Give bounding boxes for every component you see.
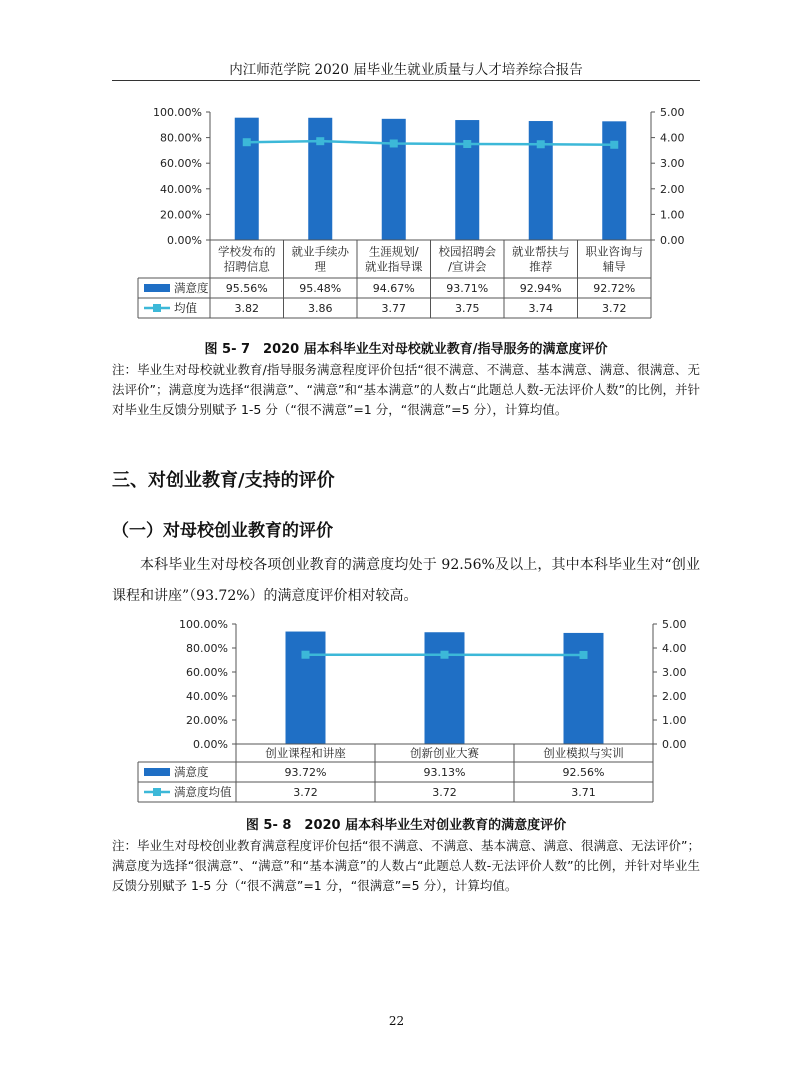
data-label-mean: 3.77 xyxy=(381,302,406,315)
line-point-marker xyxy=(316,137,324,145)
right-tick-label: 3.00 xyxy=(660,157,685,171)
right-tick-label: 4.00 xyxy=(660,131,685,145)
chart-employment-guidance xyxy=(112,100,700,322)
category-label: /宣讲会 xyxy=(448,259,487,274)
chart2-note: 注：毕业生对母校创业教育满意程度评价包括“很不满意、不满意、基本满意、满意、很满意、无法评价”；满意度为选择“很满意”、“满意”和“基本满意”的人数占“此题总人数-无法评价人数”的比例，并针对毕业生反馈分别赋予 1-5 分（“很不满意”=1 分，“很满意”=5 分），计算均值。 xyxy=(112,838,700,893)
line-point-marker xyxy=(302,651,310,659)
bar-satisfaction xyxy=(425,632,465,744)
bar-satisfaction xyxy=(602,121,626,240)
category-label: 创业课程和讲座 xyxy=(265,746,346,760)
subsection-heading: （一）对母校创业教育的评价 xyxy=(112,521,333,541)
data-label-satisfaction: 92.56% xyxy=(562,766,605,779)
category-label: 就业手续办 xyxy=(291,244,349,259)
left-tick-label: 20.00% xyxy=(186,714,228,727)
bar-satisfaction xyxy=(529,121,553,240)
category-label: 生涯规划/ xyxy=(368,244,419,259)
right-tick-label: 2.00 xyxy=(660,182,685,196)
section-heading: 三、对创业教育/支持的评价 xyxy=(112,470,335,491)
legend-line-marker xyxy=(153,788,161,796)
data-label-mean: 3.71 xyxy=(571,786,596,799)
header-rule xyxy=(112,80,700,81)
legend-bar-label: 满意度 xyxy=(174,765,209,779)
data-label-mean: 3.72 xyxy=(293,786,318,799)
line-mean-score xyxy=(247,141,615,145)
right-tick-label: 5.00 xyxy=(660,106,685,119)
bar-satisfaction xyxy=(235,118,259,240)
legend-bar-swatch xyxy=(144,284,170,292)
data-label-mean: 3.72 xyxy=(602,302,627,315)
chart-employment-guidance-svg xyxy=(112,100,700,322)
data-label-satisfaction: 93.72% xyxy=(284,766,327,779)
line-point-marker xyxy=(580,651,588,659)
legend-bar-swatch xyxy=(144,768,170,776)
data-label-satisfaction: 92.72% xyxy=(593,282,636,295)
body-paragraph: 本科毕业生对母校各项创业教育的满意度均处于 92.56%及以上，其中本科毕业生对“创业课程和讲座”（93.72%）的满意度评价相对较高。 xyxy=(112,557,700,604)
category-label: 创业模拟与实训 xyxy=(543,746,624,760)
data-label-satisfaction: 93.71% xyxy=(446,282,489,295)
left-tick-label: 40.00% xyxy=(186,690,228,703)
bar-satisfaction xyxy=(286,632,326,744)
left-tick-label: 0.00% xyxy=(167,234,202,247)
category-label: 招聘信息 xyxy=(223,259,270,274)
left-tick-label: 60.00% xyxy=(160,157,202,171)
data-label-mean: 3.74 xyxy=(528,302,553,315)
category-label: 创新创业大赛 xyxy=(410,746,479,760)
right-tick-label: 5.00 xyxy=(662,618,687,631)
left-tick-label: 20.00% xyxy=(160,208,202,222)
category-label: 校园招聘会 xyxy=(438,244,496,259)
right-tick-label: 2.00 xyxy=(662,690,687,703)
data-label-satisfaction: 95.56% xyxy=(225,282,268,295)
line-point-marker xyxy=(243,138,251,146)
left-tick-label: 60.00% xyxy=(186,666,228,679)
right-tick-label: 1.00 xyxy=(662,714,687,727)
category-label: 职业咨询与 xyxy=(585,244,643,259)
line-point-marker xyxy=(537,140,545,148)
chart1-note: 注：毕业生对母校就业教育/指导服务满意程度评价包括“很不满意、不满意、基本满意、满意、很满意、无法评价”；满意度为选择“很满意”、“满意”和“基本满意”的人数占“此题总人数-无法评价人数”的比例，并针对毕业生反馈分别赋予 1-5 分（“很不满意”=1 分，“很满意”=5 分），计算均值。 xyxy=(112,362,700,417)
legend-line-marker xyxy=(153,304,161,312)
data-label-mean: 3.86 xyxy=(308,302,333,315)
category-label: 推荐 xyxy=(529,259,553,274)
line-point-marker xyxy=(441,651,449,659)
legend-line-label: 均值 xyxy=(174,301,197,315)
bar-satisfaction xyxy=(308,118,332,240)
category-label: 就业指导课 xyxy=(365,259,423,274)
left-tick-label: 80.00% xyxy=(160,131,202,145)
left-tick-label: 100.00% xyxy=(179,618,228,631)
data-label-satisfaction: 93.13% xyxy=(423,766,466,779)
bar-satisfaction xyxy=(382,119,406,240)
right-tick-label: 4.00 xyxy=(662,642,687,655)
left-tick-label: 40.00% xyxy=(160,182,202,196)
bar-satisfaction xyxy=(564,633,604,744)
line-point-marker xyxy=(610,141,618,149)
line-point-marker xyxy=(390,139,398,147)
data-label-mean: 3.82 xyxy=(234,302,259,315)
data-label-satisfaction: 92.94% xyxy=(519,282,562,295)
bar-satisfaction xyxy=(455,120,479,240)
data-label-mean: 3.75 xyxy=(455,302,480,315)
chart2-caption: 图 5- 8 2020 届本科毕业生对创业教育的满意度评价 xyxy=(245,818,567,833)
chart-entrepreneurship-svg xyxy=(112,612,700,804)
right-tick-label: 3.00 xyxy=(662,666,687,679)
left-tick-label: 0.00% xyxy=(193,738,228,751)
page-header-title: 内江师范学院 2020 届毕业生就业质量与人才培养综合报告 xyxy=(229,62,583,78)
category-label: 辅导 xyxy=(602,259,626,274)
data-label-satisfaction: 95.48% xyxy=(299,282,342,295)
left-tick-label: 80.00% xyxy=(186,642,228,655)
chart1-caption: 图 5- 7 2020 届本科毕业生对母校就业教育/指导服务的满意度评价 xyxy=(204,342,608,357)
data-label-satisfaction: 94.67% xyxy=(372,282,415,295)
legend-line-label: 满意度均值 xyxy=(174,785,232,799)
right-tick-label: 0.00 xyxy=(660,234,685,247)
legend-bar-label: 满意度 xyxy=(174,281,209,295)
left-tick-label: 100.00% xyxy=(153,106,202,119)
chart-entrepreneurship xyxy=(112,612,700,804)
data-label-mean: 3.72 xyxy=(432,786,457,799)
category-label: 就业帮扶与 xyxy=(512,244,570,259)
line-point-marker xyxy=(463,140,471,148)
category-label: 理 xyxy=(314,259,326,274)
right-tick-label: 0.00 xyxy=(662,738,687,751)
right-tick-label: 1.00 xyxy=(660,208,685,222)
page-number: 22 xyxy=(388,1014,405,1028)
category-label: 学校发布的 xyxy=(218,244,276,259)
